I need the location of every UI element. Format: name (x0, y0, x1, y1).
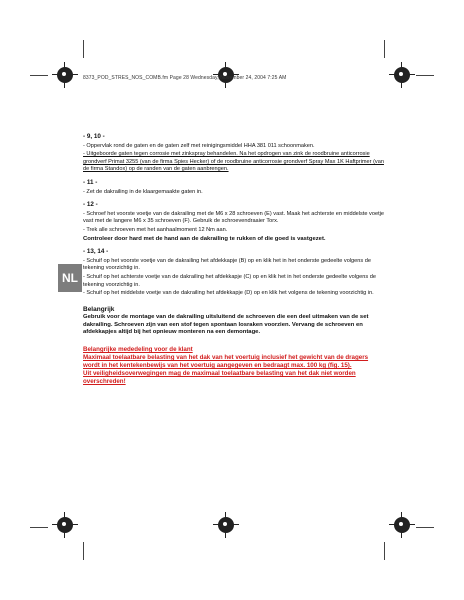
crop-mark (30, 75, 48, 76)
paragraph: - Schuif op het achterste voetje van de dakrailing het afdekkapje (C) op en klik het in het onderste gedeelte volgens de tekening voorzichtig in. (83, 273, 376, 288)
registration-mark-bottom-left (54, 514, 76, 536)
registration-mark-top-left (54, 64, 76, 86)
section-title: - 9, 10 - (83, 133, 105, 140)
language-tab: NL (58, 264, 82, 292)
paragraph: - Trek alle schroeven met het aanhaalmoment 12 Nm aan. (83, 226, 228, 233)
paragraph-bold: Controleer door hard met de hand aan de dakrailing te rukken of die goed is vastgezet. (83, 235, 326, 242)
section-title: - 11 - (83, 178, 98, 186)
paragraph: - Schroef het voorste voetje van de dakrailing met de M6 x 28 schroeven (E) vast. Maak het achterste en middelste voetje vast met de langere M6 x 35 schroeven (F). Gebruik de schroevendraaier Torx. (83, 210, 384, 225)
crop-mark (83, 40, 84, 58)
important-paragraph: Gebruik voor de montage van de dakrailing uitsluitend de schroeven die een deel uitmaken van de set dakrailing. Schroeven zijn van een stof tegen spontaan losraken voorzien. Vervang de schroeven en afdekkapjes altijd bij het opnieuw monteren na een demontage. (83, 314, 369, 336)
body-content (83, 128, 385, 386)
section-title: - 12 - (83, 201, 98, 209)
section-title: - 13, 14 - (83, 248, 109, 256)
registration-mark-bottom-center (215, 514, 237, 536)
paragraph: - Oppervlak rond de gaten en de gaten zelf met reinigingsmiddel HHA 381 011 schoonmaken. (83, 142, 315, 149)
crop-mark (384, 542, 385, 560)
crop-mark (30, 527, 48, 528)
crop-mark (416, 75, 434, 76)
crop-mark (416, 527, 434, 528)
registration-mark-top-right (391, 64, 413, 86)
registration-mark-bottom-right (391, 514, 413, 536)
paragraph: - Zet de dakrailing in de klaargemaakte gaten in. (83, 188, 203, 195)
customer-notice-warning: Uit veiligheidsoverwegingen mag de maximaal toelaatbare belasting van het dak niet worden overschreden! (83, 370, 356, 386)
important-heading: Belangrijk (83, 305, 115, 313)
crop-mark (83, 542, 84, 560)
customer-notice-title: Belangrijke mededeling voor de klant (83, 346, 193, 354)
file-header: 8373_POD_STRES_NOS_COMB.fm Page 28 Wednesday, November 24, 2004 7:25 AM (83, 75, 287, 81)
paragraph-underlined: - Uitgeboorde gaten tegen corrosie met zinkspray behandelen. Na het opdrogen van zink de roodbruine anticorrosie grondverf Primat 3255 (van de firma Spies Hecker) of de roodbruine anticorrosie grondverf Spray Max 1K Haftprimer (van de firma Standox) op de randen van de gaten aanbrengen. (83, 151, 384, 173)
paragraph: - Schuif op het middelste voetje van de dakrailing het afdekkapje (D) op en klik het volgens de tekening voorzichtig in. (83, 290, 374, 297)
paragraph: - Schuif op het voorste voetje van de dakrailing het afdekkapje (B) op en klik het in het onderste gedeelte volgens de tekening voorzichtig in. (83, 257, 371, 272)
crop-mark (384, 40, 385, 58)
customer-notice-paragraph: Maximaal toelaatbare belasting van het dak van het voertuig inclusief het gewicht van de dragers wordt in het kentekenbewijs van het voertuig aangegeven en bedraagt max. 100 kg (fig. 15). (83, 354, 369, 370)
